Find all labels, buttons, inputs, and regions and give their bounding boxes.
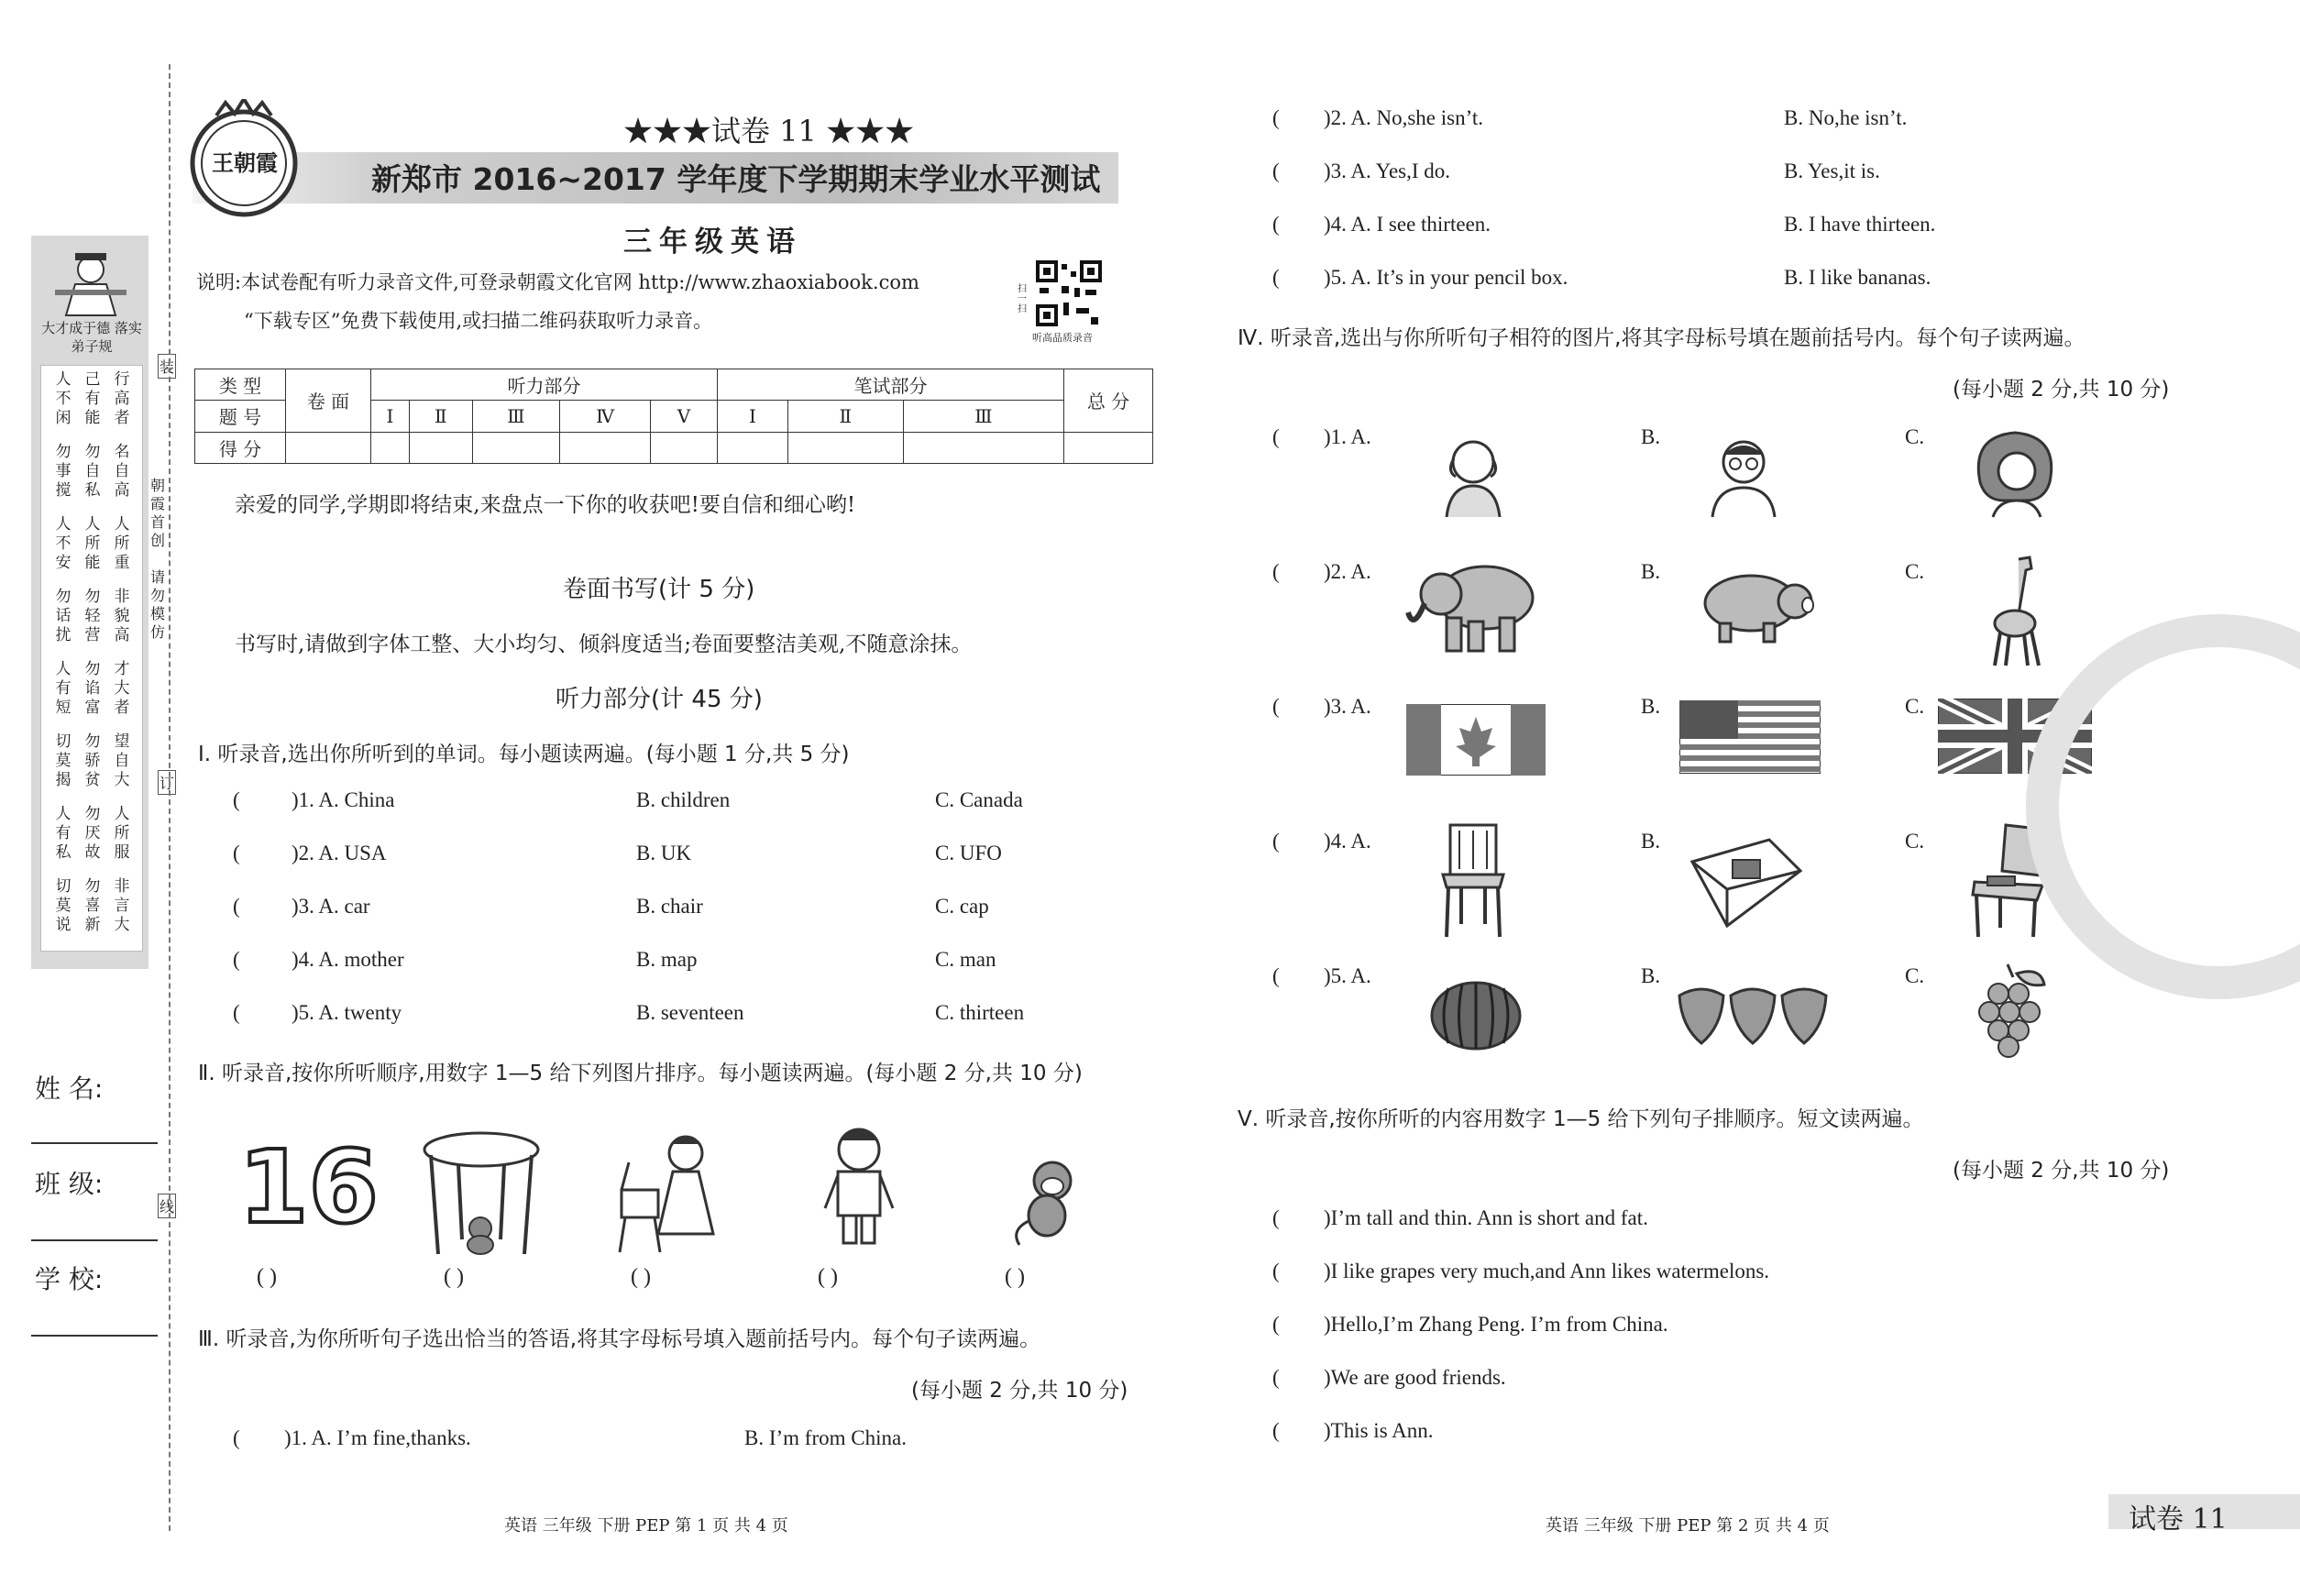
score-cell[interactable] (717, 432, 787, 463)
reply-option-a: )1. A. I’m fine,thanks. (284, 1426, 471, 1449)
school-line[interactable] (31, 1335, 158, 1337)
name-line[interactable] (31, 1142, 158, 1144)
answer-paren[interactable]: ( (1272, 830, 1280, 853)
box-picture (1687, 834, 1806, 933)
motto-column: 人所能 (84, 515, 101, 572)
elephant-picture (1404, 557, 1542, 656)
motto-column: 名自高 (114, 443, 130, 500)
reply-option-b: B. Yes,it is. (1784, 160, 1880, 182)
option-b: B. chair (636, 895, 703, 918)
chair-picture (1439, 821, 1507, 942)
canada-flag-picture (1406, 704, 1546, 779)
man-with-glasses-picture (1707, 431, 1780, 523)
sentence: )Hello,I’m Zhang Peng. I’m from China. (1324, 1313, 1668, 1336)
answer-paren[interactable]: ( (233, 1001, 240, 1024)
score-cell[interactable] (371, 432, 410, 463)
score-cell[interactable] (286, 432, 371, 463)
score-col-writing-3: Ⅲ (903, 401, 1063, 432)
answer-paren[interactable]: ( (1272, 160, 1280, 182)
motto-column: 勿话扰 (55, 588, 72, 644)
handwriting-text: 书写时,请做到字体工整、大小均匀、倾斜度适当;卷面要整洁美观,不随意涂抹。 (235, 633, 973, 656)
option-b: B. seventeen (636, 1001, 744, 1024)
motto-column: 望自大 (114, 732, 130, 789)
option-b: B. children (636, 788, 731, 811)
handwriting-title: 卷面书写(计 5 分) (563, 576, 755, 603)
motto-column: 己有能 (84, 370, 101, 427)
picture-option-a: )5. A. (1324, 964, 1371, 987)
score-col-writing-2: Ⅱ (787, 401, 903, 432)
motto-column: 非言大 (114, 877, 130, 934)
answer-paren[interactable]: ( (1272, 266, 1280, 289)
boy-picture (818, 1120, 900, 1252)
class-label: 班 级: (35, 1169, 104, 1199)
score-number-label: 题 号 (195, 401, 286, 432)
score-col-listening-1: I (371, 401, 410, 432)
motto-column: 人有私 (55, 805, 72, 862)
section-3-score: (每小题 2 分,共 10 分) (911, 1379, 1128, 1403)
score-points-label: 得 分 (195, 432, 286, 463)
giraffe-picture (1978, 550, 2052, 673)
answer-paren[interactable]: ( (233, 788, 240, 811)
section-3-title: Ⅲ. 听录音,为你所听句子选出恰当的答语,将其字母标号填入题前括号内。每个句子读两遍。 (198, 1327, 1041, 1351)
motto-column: 非貌高 (114, 588, 130, 644)
picture-option-c: C. (1905, 425, 1925, 448)
picture-answer-blank[interactable]: ( ) (1005, 1265, 1025, 1289)
answer-paren[interactable]: ( (1272, 695, 1280, 718)
option-b: B. map (636, 948, 698, 971)
option-a: )2. A. USA (292, 842, 387, 864)
score-col-writing-1: I (717, 401, 787, 432)
binding-dash-line (169, 64, 171, 1531)
motto-column: 人不安 (55, 515, 72, 572)
picture-option-c: C. (1905, 830, 1925, 853)
picture-option-b: B. (1641, 964, 1661, 987)
school-label: 学 校: (35, 1264, 104, 1294)
answer-paren[interactable]: ( (1272, 425, 1280, 448)
note-line-1: 说明:本试卷配有听力录音文件,可登录朝霞文化官网 http://www.zhaoxiabook.com (196, 271, 919, 293)
logo (180, 99, 308, 218)
option-a: )5. A. twenty (292, 1001, 402, 1024)
answer-paren[interactable]: ( (233, 895, 240, 918)
footer-left: 英语 三年级 下册 PEP 第 1 页 共 4 页 (504, 1516, 788, 1535)
answer-paren[interactable]: ( (1272, 1419, 1280, 1442)
footer-right: 英语 三年级 下册 PEP 第 2 页 共 4 页 (1546, 1516, 1830, 1535)
qr-code[interactable] (1036, 260, 1102, 326)
strip-word-2: 请勿模仿 (150, 568, 166, 641)
answer-paren[interactable]: ( (1272, 964, 1280, 987)
picture-option-c: C. (1905, 560, 1925, 583)
option-c: C. man (935, 948, 996, 971)
picture-option-a: )2. A. (1324, 560, 1371, 583)
section-2-title: Ⅱ. 听录音,按你所听顺序,用数字 1—5 给下列图片排序。每小题读两遍。(每小题 2 分,共 10 分) (198, 1062, 1083, 1085)
motto-column: 勿轻营 (84, 588, 101, 644)
score-col-listening-4: Ⅳ (560, 401, 651, 432)
motto-column: 人不闲 (55, 370, 72, 427)
cut-mark-2: 订 (158, 770, 176, 795)
answer-paren[interactable]: ( (233, 1426, 240, 1449)
picture-option-c: C. (1905, 695, 1925, 718)
score-cell[interactable] (787, 432, 903, 463)
score-listening-label: 听力部分 (371, 369, 718, 401)
score-cell[interactable] (1064, 432, 1153, 463)
score-col-listening-2: Ⅱ (409, 401, 472, 432)
answer-paren[interactable]: ( (1272, 1206, 1280, 1229)
answer-paren[interactable]: ( (233, 948, 240, 971)
score-table (194, 369, 1153, 464)
sentence: )I like grapes very much,and Ann likes watermelons. (1324, 1260, 1770, 1282)
motto-column: 勿骄贫 (84, 732, 101, 789)
section-4-score: (每小题 2 分,共 10 分) (1953, 378, 2170, 402)
motto-column: 勿谄富 (84, 660, 101, 717)
watermark-seal (2026, 614, 2300, 999)
picture-answer-blank[interactable]: ( ) (818, 1265, 838, 1289)
number-sixteen-picture: 16 (238, 1128, 380, 1246)
woman-picture (1971, 427, 2059, 523)
picture-option-b: B. (1641, 830, 1661, 853)
reply-option-b: B. I have thirteen. (1784, 213, 1936, 236)
option-c: C. UFO (935, 842, 1002, 864)
answer-paren[interactable]: ( (1272, 1313, 1280, 1336)
option-c: C. cap (935, 895, 989, 918)
grapes-picture (1971, 961, 2053, 1062)
picture-answer-blank[interactable]: ( ) (257, 1265, 277, 1289)
watermelon-picture (1430, 979, 1522, 1056)
reply-option-a: )3. A. Yes,I do. (1324, 160, 1451, 182)
reply-option-a: )5. A. It’s in your pencil box. (1324, 266, 1568, 289)
score-col-listening-3: Ⅲ (472, 401, 560, 432)
usa-flag-picture (1679, 700, 1821, 777)
score-paper-label: 卷 面 (286, 369, 371, 433)
answer-paren[interactable]: ( (1272, 1366, 1280, 1389)
motto-column: 勿自私 (84, 443, 101, 500)
picture-answer-blank[interactable]: ( ) (631, 1265, 651, 1289)
note-line-2: “下载专区”免费下载使用,或扫描二维码获取听力录音。 (244, 310, 713, 332)
qr-caption: 听高品质录音 (1032, 332, 1093, 344)
score-total-label: 总 分 (1064, 369, 1153, 433)
score-cell[interactable] (409, 432, 472, 463)
table-with-teddy-picture (422, 1129, 541, 1261)
sentence: )This is Ann. (1324, 1419, 1434, 1442)
score-col-listening-5: Ⅴ (651, 401, 718, 432)
class-line[interactable] (31, 1239, 158, 1241)
exam-label: ★★★试卷 11 ★★★ (623, 114, 915, 149)
option-a: )1. A. China (292, 788, 395, 811)
strawberries-picture (1674, 977, 1835, 1051)
answer-paren[interactable]: ( (1272, 213, 1280, 236)
motto-column: 人所服 (114, 805, 130, 862)
girl-with-chair-picture (612, 1126, 722, 1258)
score-cell[interactable] (472, 432, 560, 463)
motto-column: 勿厌故 (84, 805, 101, 862)
score-cell[interactable] (651, 432, 718, 463)
cut-mark-3: 线 (158, 1194, 176, 1218)
motto-column: 人有短 (55, 660, 72, 717)
picture-option-b: B. (1641, 560, 1661, 583)
strip-word-1: 朝霞首创 (150, 477, 166, 549)
intro-text: 亲爱的同学,学期即将结束,来盘点一下你的收获吧!要自信和细心哟! (235, 493, 856, 517)
section-1-title: Ⅰ. 听录音,选出你所听到的单词。每小题读两遍。(每小题 1 分,共 5 分) (198, 743, 850, 766)
motto-column: 勿事搅 (55, 443, 72, 500)
motto-column: 行高者 (114, 370, 130, 427)
answer-paren[interactable]: ( (233, 842, 240, 864)
logo-text: 王朝霞 (212, 149, 278, 176)
picture-option-a: )4. A. (1324, 830, 1371, 853)
answer-paren[interactable]: ( (1272, 1260, 1280, 1282)
option-c: C. Canada (935, 788, 1023, 811)
section-5-score: (每小题 2 分,共 10 分) (1953, 1159, 2170, 1183)
score-writing-label: 笔试部分 (717, 369, 1063, 401)
monkey-picture (1007, 1157, 1089, 1252)
reply-option-b: B. No,he isn’t. (1784, 106, 1908, 129)
corner-exam-label: 试卷 11 (2129, 1503, 2228, 1535)
motto-column: 切莫说 (55, 877, 72, 934)
score-cell[interactable] (560, 432, 651, 463)
section-5-title: Ⅴ. 听录音,按你所听的内容用数字 1—5 给下列句子排顺序。短文读两遍。 (1238, 1107, 1924, 1131)
reply-option-b: B. I like bananas. (1784, 266, 1931, 289)
score-type-label: 类 型 (195, 369, 286, 401)
option-a: )3. A. car (292, 895, 370, 918)
exam-title: 新郑市 2016~2017 学年度下学期期末学业水平测试 (371, 161, 1101, 197)
sentence: )I’m tall and thin. Ann is short and fat. (1324, 1206, 1648, 1229)
old-man-picture (1441, 431, 1505, 523)
listening-title: 听力部分(计 45 分) (556, 686, 763, 713)
picture-option-b: B. (1641, 695, 1661, 718)
answer-paren[interactable]: ( (1272, 560, 1280, 583)
reply-option-b: B. I’m from China. (744, 1426, 907, 1449)
reply-option-a: )2. A. No,she isn’t. (1324, 106, 1483, 129)
answer-paren[interactable]: ( (1272, 106, 1280, 129)
cut-mark-1: 装 (158, 354, 176, 379)
mascot-illustration (48, 246, 134, 317)
motto-column: 人所重 (114, 515, 130, 572)
motto-column: 勿喜新 (84, 877, 101, 934)
option-b: B. UK (636, 842, 692, 864)
picture-option-a: )1. A. (1324, 425, 1371, 448)
picture-option-b: B. (1641, 425, 1661, 448)
reply-option-a: )4. A. I see thirteen. (1324, 213, 1491, 236)
picture-option-a: )3. A. (1324, 695, 1371, 718)
sentence: )We are good friends. (1324, 1366, 1506, 1389)
option-a: )4. A. mother (292, 948, 404, 971)
score-cell[interactable] (903, 432, 1063, 463)
name-label: 姓 名: (35, 1073, 104, 1104)
motto-column: 切莫揭 (55, 732, 72, 789)
section-4-title: Ⅳ. 听录音,选出与你所听句子相符的图片,将其字母标号填在题前括号内。每个句子读两遍。 (1238, 326, 2085, 350)
picture-answer-blank[interactable]: ( ) (444, 1265, 464, 1289)
qr-caption-side: 扫一扫 (1018, 284, 1027, 314)
subject-title: 三年级英语 (623, 226, 802, 259)
motto-top: 大才成于德 落实弟子规 (41, 320, 142, 355)
pig-picture (1698, 567, 1817, 647)
picture-option-c: C. (1905, 964, 1925, 987)
motto-column: 才大者 (114, 660, 130, 717)
option-c: C. thirteen (935, 1001, 1025, 1024)
